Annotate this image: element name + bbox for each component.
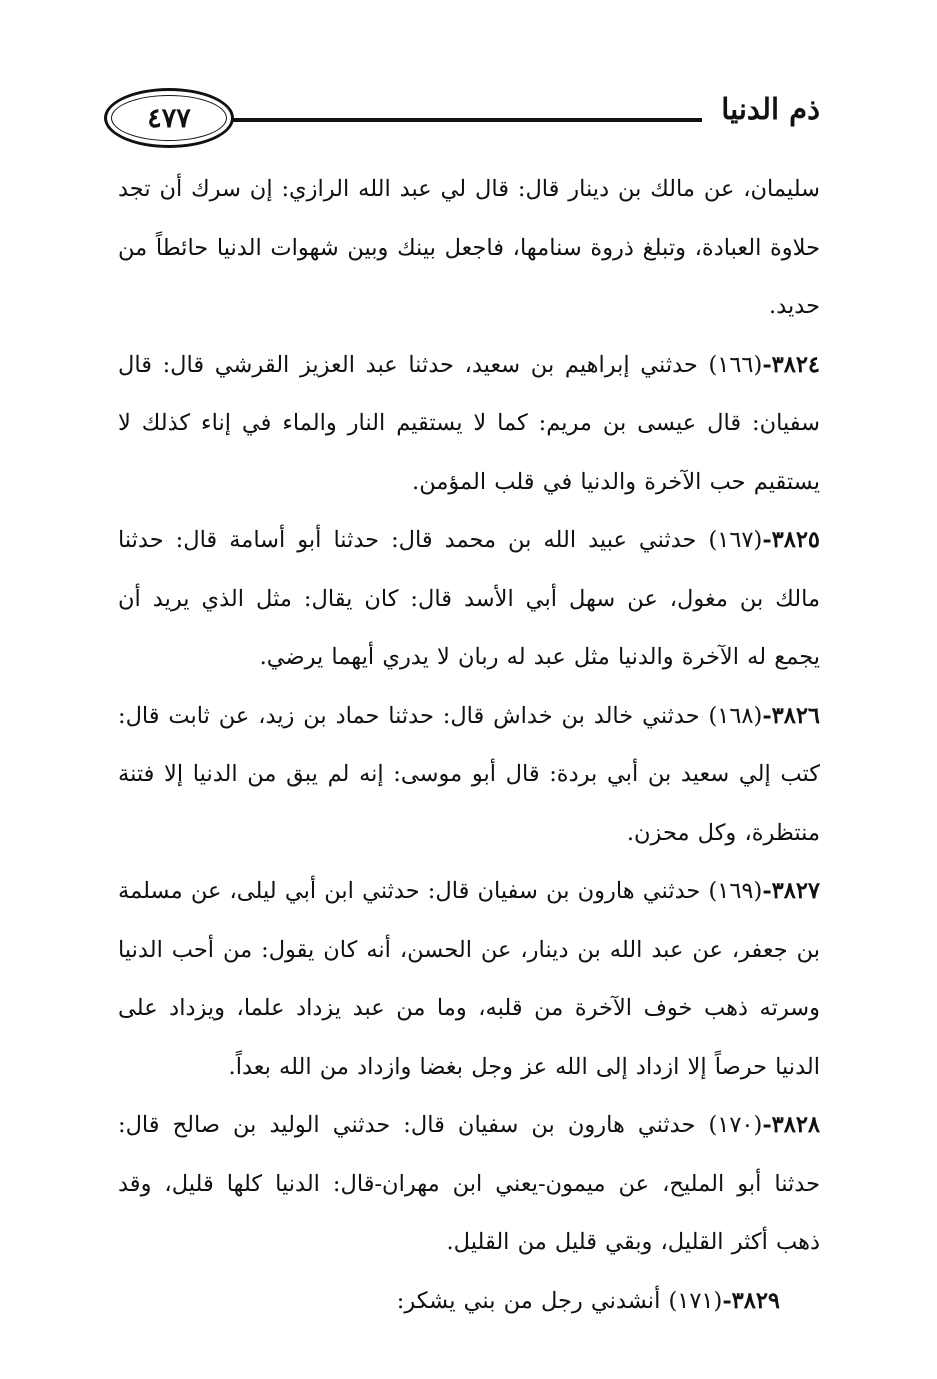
entry-text: (١٦٩) حدثني هارون بن سفيان قال: حدثني ابن أبي ليلى، عن مسلمة بن جعفر، عن عبد الله بن دينار، عن الحسن، أنه كان يقول: من أحب الدنيا وسرته ذهب خوف الآخرة من قلبه، وما من عبد يزداد علما، ويزداد على الدنيا حرصاً إلا ازداد إلى الله عز وجل بغضا وازداد من الله بعداً. bbox=[118, 878, 820, 1080]
hadith-entry-3825 bbox=[118, 511, 820, 687]
entry-number: ٣٨٢٥- bbox=[762, 527, 820, 553]
paragraph-continuation bbox=[118, 160, 820, 336]
entry-text: (١٦٨) حدثني خالد بن خداش قال: حدثنا حماد بن زيد، عن ثابت قال: كتب إلي سعيد بن أبي بردة: قال أبو موسى: إنه لم يبق من الدنيا إلا فتنة منتظرة، وكل محزن. bbox=[118, 702, 820, 846]
paragraph-text: سليمان، عن مالك بن دينار قال: قال لي عبد الله الرازي: إن سرك أن تجد حلاوة العبادة، وتبلغ ذروة سنامها، فاجعل بينك وبين شهوات الدنيا حائطاً من حديد. bbox=[118, 176, 820, 319]
entry-text: (١٦٦) حدثني إبراهيم بن سعيد، حدثنا عبد العزيز القرشي قال: قال سفيان: قال عيسى بن مريم: كما لا يستقيم النار والماء في إناء كذلك لا يستقيم حب الآخرة والدنيا في قلب المؤمن. bbox=[118, 351, 820, 495]
page-number-badge bbox=[104, 88, 234, 148]
hadith-entry-3828 bbox=[118, 1096, 820, 1272]
page-number: ٤٧٧ bbox=[147, 102, 191, 134]
entry-text: (١٧١) أنشدني رجل من بني يشكر: bbox=[396, 1287, 723, 1314]
entry-text: (١٧٠) حدثني هارون بن سفيان قال: حدثني الوليد بن صالح قال: حدثنا أبو المليح، عن ميمون-يعني ابن مهران-قال: الدنيا كلها قليل، وقد ذهب أكثر القليل، وبقي قليل من القليل. bbox=[118, 1112, 820, 1255]
entry-number: ٣٨٢٧- bbox=[762, 878, 820, 904]
hadith-entry-3824 bbox=[118, 336, 820, 512]
hadith-entry-3827 bbox=[118, 862, 820, 1096]
page-title: ذم الدنيا bbox=[721, 92, 820, 126]
hadith-entry-3829 bbox=[118, 1272, 820, 1331]
body-text bbox=[118, 160, 820, 1330]
entry-number: ٣٨٢٩- bbox=[722, 1287, 780, 1314]
page-header bbox=[104, 88, 820, 150]
hadith-entry-3826 bbox=[118, 687, 820, 863]
entry-text: (١٦٧) حدثني عبيد الله بن محمد قال: حدثنا أبو أسامة قال: حدثنا مالك بن مغول، عن سهل أبي الأسد قال: كان يقال: مثل الذي يريد أن يجمع له الآخرة والدنيا مثل عبد له ربان لا يدري أيهما يرضي. bbox=[118, 527, 820, 670]
entry-number: ٣٨٢٨- bbox=[762, 1112, 820, 1138]
entry-number: ٣٨٢٤- bbox=[762, 351, 820, 378]
header-rule bbox=[232, 118, 702, 122]
entry-number: ٣٨٢٦- bbox=[762, 702, 820, 729]
